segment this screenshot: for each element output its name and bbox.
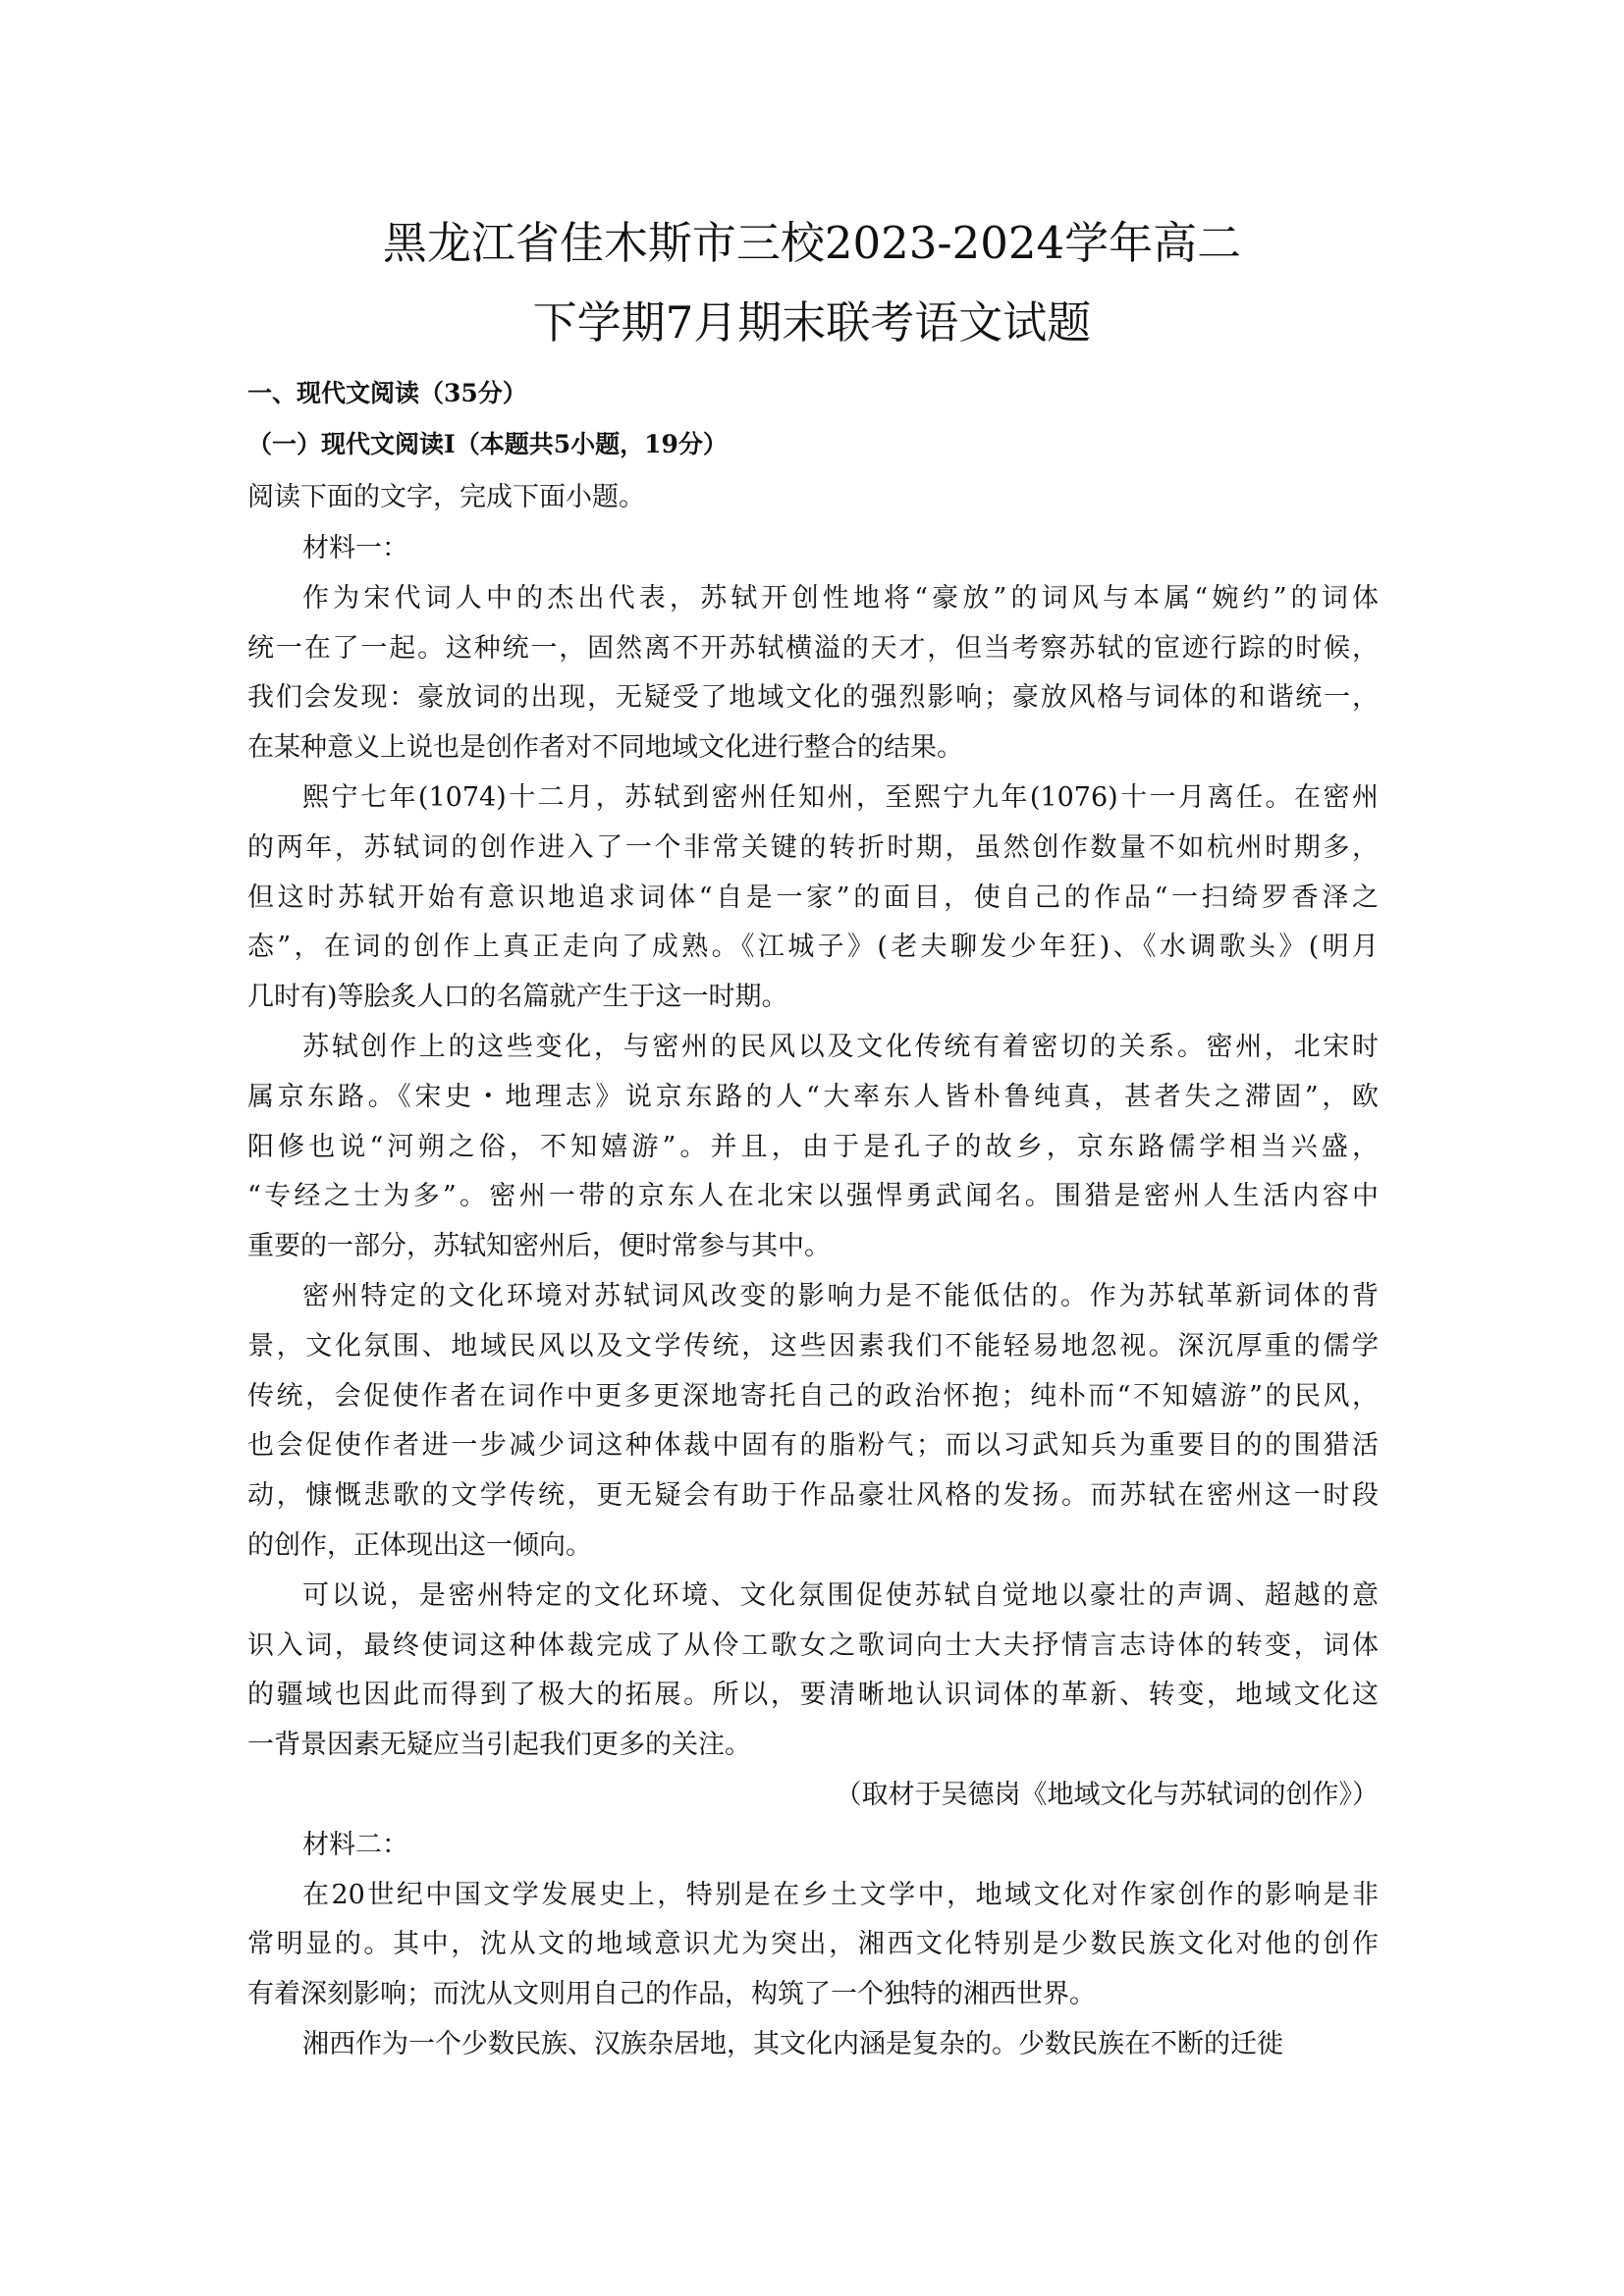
text-line: 传统，会促使作者在词作中更多更深地寄托自己的政治怀抱；纯朴而“不知嬉游”的民风， — [247, 1380, 1379, 1412]
text-line: 态”，在词的创作上真正走向了成熟。《江城子》(老夫聊发少年狂)、《水调歌头》(明月 — [247, 932, 1379, 963]
text-line: 作为宋代词人中的杰出代表，苏轼开创性地将“豪放”的词风与本属“婉约”的词体 — [302, 582, 1379, 614]
text-line: 的疆域也因此而得到了极大的拓展。所以，要清晰地认识词体的革新、转变，地域文化这 — [247, 1680, 1379, 1711]
section-heading: 一、现代文阅读（35分） — [247, 379, 527, 407]
material1-source-citation: （取材于吴德岗《地域文化与苏轼词的创作》） — [835, 1779, 1379, 1810]
text-line: 在某种意义上说也是创作者对不同地域文化进行整合的结果。 — [247, 732, 963, 764]
text-line: 也会促使作者进一步减少词这种体裁中固有的脂粉气；而以习武知兵为重要目的的围猎活 — [247, 1430, 1379, 1462]
reading-passage — [247, 524, 1379, 2070]
text-line: 一背景因素无疑应当引起我们更多的关注。 — [247, 1730, 751, 1761]
text-line: 统一在了一起。这种统一，固然离不开苏轼横溢的天才，但当考察苏轼的宦迹行踪的时候， — [247, 632, 1379, 664]
text-line: 湘西作为一个少数民族、汉族杂居地，其文化内涵是复杂的。少数民族在不断的迁徙 — [302, 2028, 1283, 2059]
material2-label: 材料二： — [302, 1829, 408, 1860]
exam-title-line1: 黑龙江省佳木斯市三校2023-2024学年高二 — [382, 217, 1242, 269]
material2-paragraph-1 — [247, 1871, 1379, 2020]
text-line: 常明显的。其中，沈从文的地域意识尤为突出，湘西文化特别是少数民族文化对他的创作 — [247, 1929, 1379, 1960]
exam-title-line2: 下学期7月期末联考语文试题 — [532, 296, 1092, 348]
text-line: 的创作，正体现出这一倾向。 — [247, 1529, 592, 1561]
text-line: 几时有)等脍炙人口的名篇就产生于这一时期。 — [247, 982, 788, 1013]
text-line: 的两年，苏轼词的创作进入了一个非常关键的转折时期，虽然创作数量不如杭州时期多， — [247, 831, 1379, 863]
text-line: 动，慷慨悲歌的文学传统，更无疑会有助于作品豪壮风格的发扬。而苏轼在密州这一时段 — [247, 1480, 1379, 1512]
reading-instruction: 阅读下面的文字，完成下面小题。 — [247, 482, 645, 512]
text-line: 可以说，是密州特定的文化环境、文化氛围促使苏轼自觉地以豪壮的声调、超越的意 — [302, 1579, 1379, 1611]
text-line: 但这时苏轼开始有意识地追求词体“自是一家”的面目，使自己的作品“一扫绮罗香泽之 — [247, 881, 1379, 913]
material1-paragraph-5 — [247, 1572, 1379, 1771]
material1-paragraph-4 — [247, 1272, 1379, 1572]
material1-paragraph-3 — [247, 1023, 1379, 1272]
text-line: 苏轼创作上的这些变化，与密州的民风以及文化传统有着密切的关系。密州，北宋时 — [302, 1031, 1379, 1062]
text-line: 密州特定的文化环境对苏轼词风改变的影响力是不能低估的。作为苏轼革新词体的背 — [302, 1280, 1379, 1311]
text-line: 我们会发现：豪放词的出现，无疑受了地域文化的强烈影响；豪放风格与词体的和谐统一， — [247, 682, 1379, 714]
text-line: 景，文化氛围、地域民风以及文学传统，这些因素我们不能轻易地忽视。深沉厚重的儒学 — [247, 1330, 1379, 1362]
text-line: 识入词，最终使词这种体裁完成了从伶工歌女之歌词向士大夫抒情言志诗体的转变，词体 — [247, 1629, 1379, 1661]
text-line: 重要的一部分，苏轼知密州后，便时常参与其中。 — [247, 1231, 831, 1262]
text-line: 有着深刻影响；而沈从文则用自己的作品，构筑了一个独特的湘西世界。 — [247, 1979, 1096, 2010]
material1-label: 材料一： — [302, 533, 408, 563]
material2-paragraph-2 — [247, 2020, 1379, 2070]
subsection-heading: （一）现代文阅读Ⅰ（本题共5小题，19分） — [247, 430, 728, 458]
material1-paragraph-1 — [247, 574, 1379, 774]
text-line: 熙宁七年(1074)十二月，苏轼到密州任知州，至熙宁九年(1076)十一月离任。在密州 — [302, 781, 1379, 813]
text-line: 阳修也说“河朔之俗，不知嬉游”。并且，由于是孔子的故乡，京东路儒学相当兴盛， — [247, 1131, 1379, 1162]
text-line: 属京东路。《宋史・地理志》说京东路的人“大率东人皆朴鲁纯真，甚者失之滞固”，欧 — [247, 1081, 1379, 1112]
text-line: 在20世纪中国文学发展史上，特别是在乡土文学中，地域文化对作家创作的影响是非 — [302, 1879, 1379, 1910]
material1-paragraph-2 — [247, 774, 1379, 1023]
text-line: “专经之士为多”。密州一带的京东人在北宋以强悍勇武闻名。围猎是密州人生活内容中 — [247, 1181, 1379, 1212]
